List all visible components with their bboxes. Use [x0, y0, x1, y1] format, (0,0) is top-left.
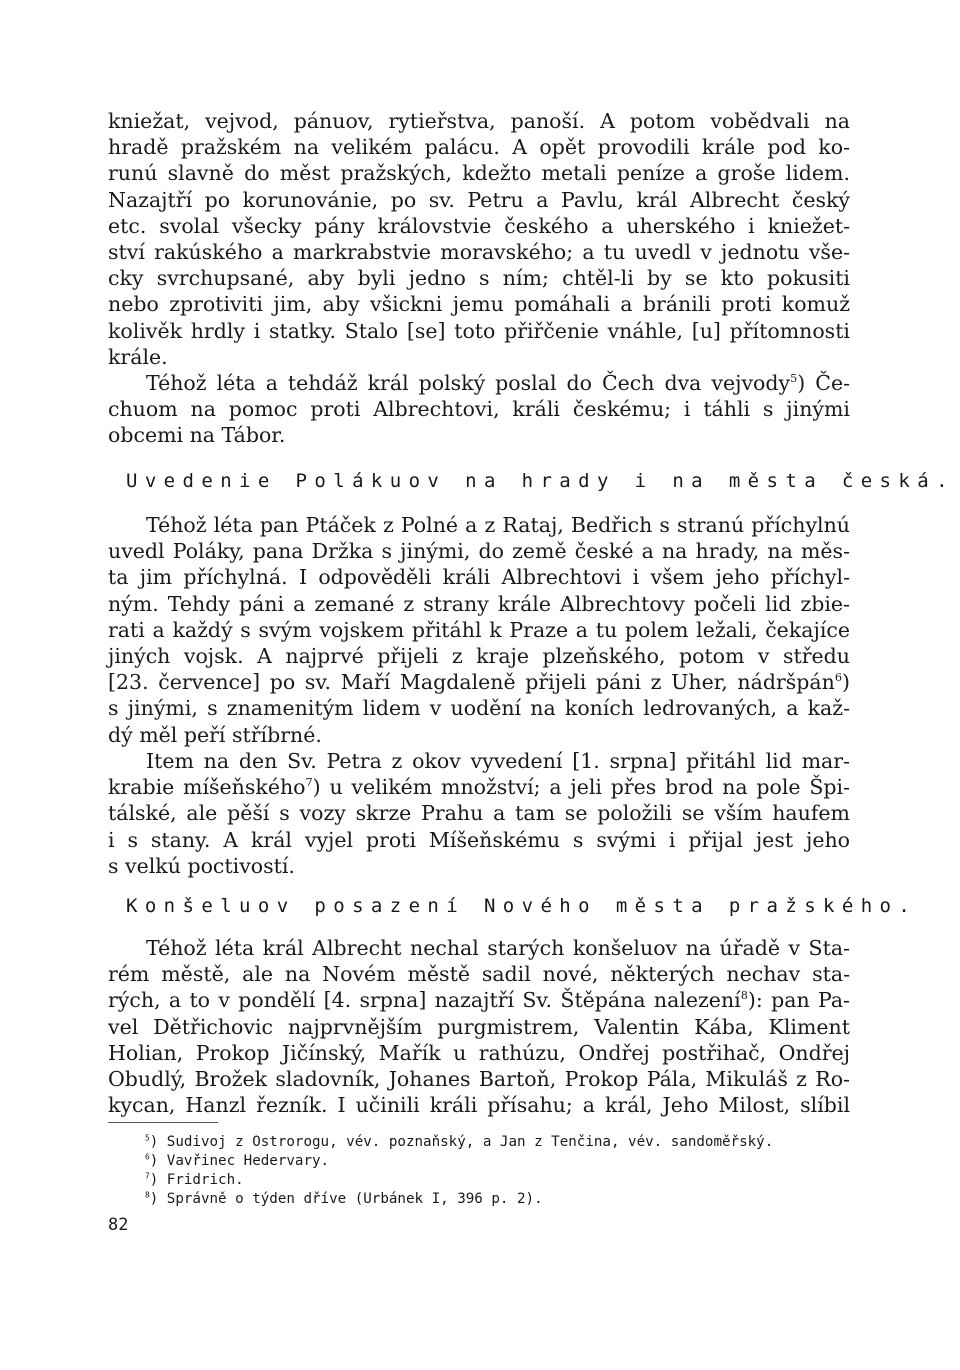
text-line: i s stany. A král vyjel proti Míšeňskému s svými i přijal jest jeho: [108, 827, 850, 852]
text-line: [108, 774, 850, 800]
footnote-text: ) Sudivoj z Ostrorogu, vév. poznaňský, a Jan z Tenčina, vév. sandoměřský.: [149, 1134, 774, 1150]
footnote-divider: [108, 1122, 218, 1123]
text-line: dý měl peří stříbrné.: [108, 722, 322, 747]
text-segment: [23. července] po sv. Maří Magdaleně přijeli páni z Uher, nádršpán: [108, 670, 835, 695]
text-line: ta jim příchylná. I odpověděli králi Albrechtovi i všem jeho příchyl-: [108, 565, 850, 590]
text-line: [108, 669, 850, 695]
text-line: [108, 987, 850, 1013]
footnote-text: ) Fridrich.: [149, 1172, 244, 1188]
footnote-ref: 5: [790, 372, 798, 386]
footnote-number: 7: [145, 1171, 150, 1181]
text-line: nebo zprotiviti jim, aby všickni jemu pomáhali a bránili proti komuž: [108, 292, 850, 317]
text-line: Téhož léta pan Ptáček z Polné a z Rataj, Bedřich s stranú příchylnú: [146, 513, 850, 537]
text-segment: Téhož léta a tehdáž král polský poslal do Čech dva vejvody: [146, 371, 791, 395]
text-segment: ): pan Pa-: [747, 988, 850, 1013]
text-line: kolivěk hrdly i statky. Stalo [se] toto přiřčenie vnáhle, [u] přítomnosti: [108, 318, 850, 343]
text-segment: ): [842, 670, 850, 695]
footnote-number: 5: [145, 1133, 150, 1143]
text-line: rém městě, ale na Novém městě sadil nové, některých nechav sta-: [108, 962, 850, 987]
text-line: Holian, Prokop Jičínský, Mařík u rathúzu, Ondřej postřihač, Ondřej: [108, 1040, 850, 1065]
text-line: ným. Tehdy páni a zemané z strany krále Albrechtovy počeli lid zbie-: [108, 591, 850, 616]
paragraph-poles-arrival: [108, 512, 850, 748]
text-line: vel Dětřichovic najprvnějším purgmistrem, Valentin Kába, Kliment: [108, 1014, 850, 1039]
footnote: [145, 1133, 845, 1152]
paragraph-polish-envoys: [108, 370, 850, 449]
text-line: krále.: [108, 344, 168, 369]
text-line: tálské, ale pěší s vozy skrze Prahu a tam se položili se vším haufem: [108, 801, 850, 826]
page-number: 82: [108, 1215, 129, 1235]
footnote: [145, 1152, 845, 1171]
footnote-ref: 6: [834, 671, 842, 685]
text-line: chuom na pomoc proti Albrechtovi, králi českému; i táhli s jinými: [108, 397, 850, 422]
text-line: ství rakúského a markrabstvie moravského; a tu uvedl v jednotu vše-: [108, 240, 850, 265]
text-line: s jinými, s znamenitým lidem v uodění na koních ledrovaných, a kaž-: [108, 696, 850, 721]
text-line: s velkú poctivostí.: [108, 853, 295, 878]
text-line: Item na den Sv. Petra z okov vyvedení [1. srpna] přitáhl lid mar-: [146, 749, 850, 773]
text-line: hradě pražském na velikém palácu. A opět provodili krále pod ko-: [108, 135, 850, 160]
text-line: [108, 370, 850, 396]
text-line: Nazajtří po korunovánie, po sv. Petru a Pavlu, král Albrecht český: [108, 187, 850, 212]
text-line: jiných vojsk. A najprvé přijeli z kraje plzeňského, potom v středu: [108, 644, 850, 669]
text-line: kycan, Hanzl řezník. I učinili králi přísahu; a král, Jeho Milost, slíbil: [108, 1093, 850, 1118]
footnote-ref: 7: [305, 776, 313, 790]
footnote: [145, 1171, 845, 1190]
text-segment: rých, a to v pondělí [4. srpna] nazajtří Sv. Štěpána nalezení: [108, 988, 741, 1013]
footnote: [145, 1190, 845, 1209]
text-line: obcemi na Tábor.: [108, 423, 286, 448]
footnote-ref: 8: [740, 989, 748, 1003]
paragraph-coronation: [108, 108, 850, 370]
text-line: rati a každý s svým vojskem přitáhl k Praze a tu polem ležali, čekajíce: [108, 617, 850, 642]
text-segment: krabie míšeňského: [108, 775, 306, 800]
footnote-number: 6: [145, 1152, 150, 1162]
text-line: Obudlý, Brožek sladovník, Johanes Bartoň, Prokop Pála, Mikuláš z Ro-: [108, 1067, 850, 1092]
text-segment: ) Če-: [797, 371, 851, 395]
section-heading: Konšeluov posazení Nového města pražského.: [126, 895, 918, 917]
text-line: uvedl Poláky, pana Držka s jinými, do země české a na hrady, na měs-: [108, 539, 850, 564]
footnote-text: ) Správně o týden dříve (Urbánek I, 396 p. 2).: [149, 1191, 543, 1207]
paragraph-meissen-troops: [108, 748, 850, 879]
text-line: cky svrchupsané, aby byli jedno s ním; chtěl-li by se kto pokusiti: [108, 266, 850, 291]
text-line: kniežat, vejvod, pánuov, rytieřstva, panoší. A potom vobědvali na: [108, 109, 850, 133]
footnote-number: 8: [145, 1190, 150, 1200]
text-line: runú slavně do měst pražských, kdežto metali peníze a groše lidem.: [108, 161, 850, 186]
text-segment: ) u velikém množství; a jeli přes brod na pole Špi-: [312, 775, 850, 800]
text-line: Téhož léta král Albrecht nechal starých konšeluov na úřadě v Sta-: [146, 936, 850, 960]
paragraph-councillors: [108, 935, 850, 1118]
footnote-text: ) Vavřinec Hedervary.: [149, 1153, 330, 1169]
text-line: etc. svolal všecky pány královstvie českého a uherského i kniežet-: [108, 213, 850, 238]
section-heading: Uvedenie Polákuov na hrady i na města česká.: [126, 470, 955, 492]
